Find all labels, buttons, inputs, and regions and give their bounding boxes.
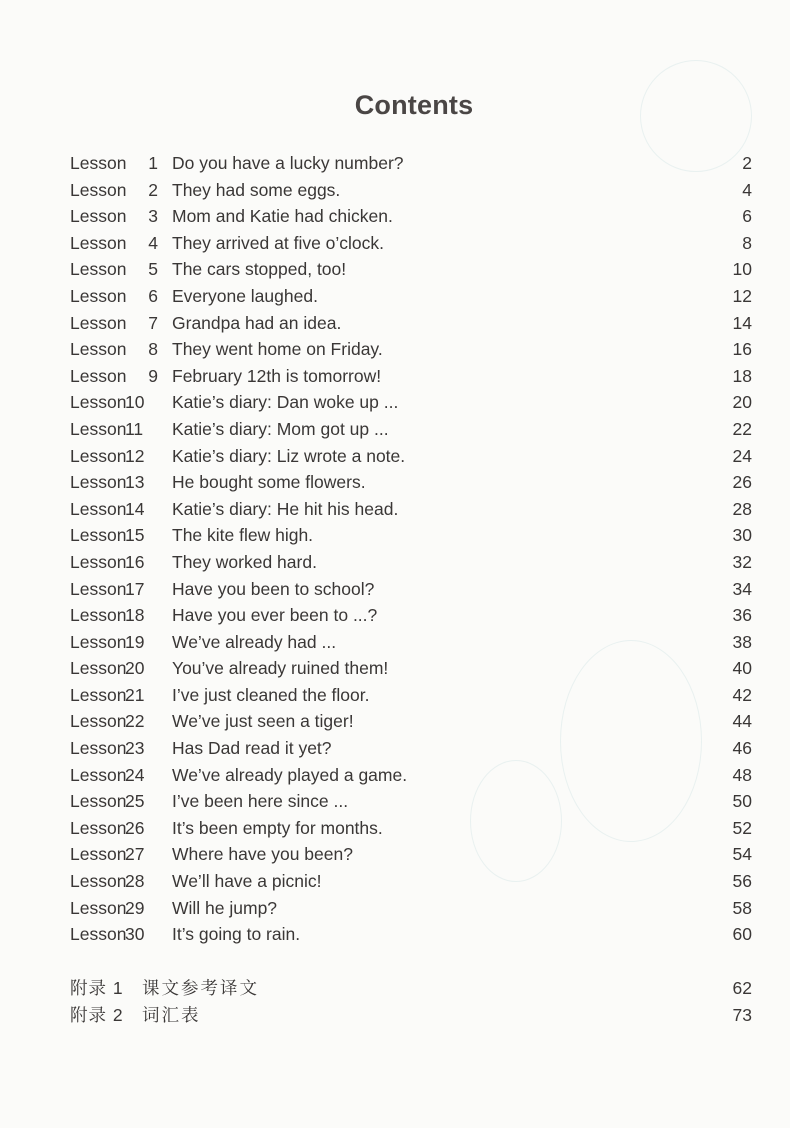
page-number: 32 [732, 551, 752, 572]
lesson-number: 6 [148, 285, 158, 306]
lesson-title: We’ve already played a game. [172, 764, 408, 785]
lesson-number: 21 [125, 684, 145, 705]
lesson-row[interactable] [70, 177, 752, 204]
lesson-number: 14 [125, 498, 145, 519]
lesson-label: Lesson [70, 365, 127, 386]
page-number: 44 [732, 711, 752, 732]
lesson-number: 16 [125, 551, 145, 572]
lesson-title: The kite flew high. [172, 525, 314, 546]
lesson-label: Lesson [70, 844, 127, 865]
lesson-number: 27 [125, 844, 145, 865]
page-number: 48 [732, 764, 752, 785]
page-number: 20 [732, 392, 752, 413]
lesson-label: Lesson [70, 445, 127, 466]
lesson-title: Have you been to school? [172, 578, 375, 599]
lesson-title: Katie’s diary: Liz wrote a note. [172, 445, 406, 466]
lesson-number: 17 [125, 578, 145, 599]
page-number: 18 [732, 365, 752, 386]
lesson-number: 28 [125, 871, 145, 892]
page-number: 50 [732, 791, 752, 812]
lesson-number: 1 [148, 153, 158, 173]
lesson-number: 8 [148, 339, 158, 360]
lesson-title: Mom and Katie had chicken. [172, 206, 393, 227]
lesson-number: 4 [148, 232, 158, 253]
lesson-list [70, 150, 752, 948]
lesson-number: 20 [125, 658, 145, 679]
lesson-number: 26 [125, 817, 145, 838]
page-number: 30 [732, 525, 752, 546]
page-number: 40 [732, 658, 752, 679]
page-number: 38 [732, 631, 752, 652]
lesson-title: I’ve just cleaned the floor. [172, 684, 370, 705]
lesson-number: 2 [148, 179, 158, 200]
lesson-label: Lesson [70, 418, 127, 439]
lesson-row[interactable] [70, 815, 752, 842]
lesson-label: Lesson [70, 658, 127, 679]
lesson-row[interactable] [70, 655, 752, 682]
page-number: 16 [732, 339, 752, 360]
appendix-label: 附录 2 [70, 1005, 124, 1025]
page-number: 8 [742, 232, 752, 253]
lesson-title: I’ve been here since ... [172, 791, 349, 812]
lesson-row[interactable] [70, 389, 752, 416]
lesson-number: 7 [148, 312, 158, 333]
lesson-number: 18 [125, 605, 145, 626]
lesson-row[interactable] [70, 868, 752, 895]
lesson-title: Grandpa had an idea. [172, 312, 342, 333]
page-number: 54 [732, 844, 752, 865]
lesson-title: He bought some flowers. [172, 472, 366, 493]
lesson-title: Katie’s diary: Mom got up ... [172, 418, 389, 439]
lesson-label: Lesson [70, 259, 127, 280]
appendix-label: 附录 1 [70, 978, 124, 998]
lesson-title: We’ve just seen a tiger! [172, 711, 354, 732]
lesson-title: They worked hard. [172, 551, 317, 572]
lesson-title: We’ll have a picnic! [172, 871, 322, 892]
lesson-number: 24 [125, 764, 145, 785]
lesson-title: You’ve already ruined them! [172, 658, 389, 679]
page-number: 58 [732, 897, 752, 918]
lesson-row[interactable] [70, 336, 752, 363]
page-number: 73 [732, 1005, 752, 1025]
lesson-number: 12 [125, 445, 145, 466]
lesson-row[interactable] [70, 469, 752, 496]
lesson-row[interactable] [70, 256, 752, 283]
page-number: 36 [732, 605, 752, 626]
lesson-number: 13 [125, 472, 145, 493]
lesson-number: 19 [125, 631, 145, 652]
lesson-row[interactable] [70, 230, 752, 257]
lesson-number: 30 [125, 924, 145, 945]
lesson-row[interactable] [70, 496, 752, 523]
lesson-row[interactable] [70, 363, 752, 390]
lesson-title: Will he jump? [172, 897, 278, 918]
lesson-title: Katie’s diary: Dan woke up ... [172, 392, 399, 413]
lesson-row[interactable] [70, 576, 752, 603]
appendix-row[interactable] [70, 975, 752, 1002]
appendix-title: 词汇表 [142, 1005, 201, 1025]
lesson-number: 29 [125, 897, 145, 918]
lesson-label: Lesson [70, 525, 127, 546]
page-number: 10 [732, 259, 752, 280]
page-number: 6 [742, 206, 752, 227]
appendix-list [70, 975, 752, 1029]
lesson-number: 23 [125, 738, 145, 759]
lesson-row[interactable] [70, 283, 752, 310]
lesson-label: Lesson [70, 631, 127, 652]
lesson-number: 3 [148, 206, 158, 227]
page-number: 56 [732, 871, 752, 892]
lesson-title: It’s been empty for months. [172, 817, 383, 838]
lesson-number: 25 [125, 791, 145, 812]
lesson-row[interactable] [70, 735, 752, 762]
lesson-title: They arrived at five o’clock. [172, 232, 385, 253]
lesson-title: The cars stopped, too! [172, 259, 347, 280]
page-number: 34 [732, 578, 752, 599]
lesson-label: Lesson [70, 498, 127, 519]
lesson-label: Lesson [70, 312, 127, 333]
page-number: 12 [732, 285, 752, 306]
page-number: 14 [732, 312, 752, 333]
lesson-title: February 12th is tomorrow! [172, 365, 382, 386]
lesson-row[interactable] [70, 310, 752, 337]
lesson-row[interactable] [70, 150, 752, 177]
lesson-row[interactable] [70, 682, 752, 709]
lesson-label: Lesson [70, 392, 127, 413]
lesson-label: Lesson [70, 791, 127, 812]
page-number: 62 [732, 978, 752, 998]
lesson-row[interactable] [70, 549, 752, 576]
lesson-title: They had some eggs. [172, 179, 341, 200]
page-number: 24 [732, 445, 752, 466]
lesson-number: 11 [125, 418, 144, 439]
lesson-title: Has Dad read it yet? [172, 738, 332, 759]
lesson-label: Lesson [70, 472, 127, 493]
lesson-row[interactable] [70, 443, 752, 470]
lesson-number: 10 [125, 392, 145, 413]
page-title: Contents [354, 90, 474, 120]
lesson-title: Katie’s diary: He hit his head. [172, 498, 399, 519]
lesson-number: 22 [125, 711, 145, 732]
appendix-row[interactable] [70, 1002, 752, 1029]
lesson-label: Lesson [70, 711, 127, 732]
lesson-title: Where have you been? [172, 844, 353, 865]
lesson-label: Lesson [70, 924, 127, 945]
lesson-label: Lesson [70, 738, 127, 759]
lesson-label: Lesson [70, 285, 127, 306]
lesson-row[interactable] [70, 895, 752, 922]
lesson-label: Lesson [70, 684, 127, 705]
lesson-label: Lesson [70, 605, 127, 626]
lesson-label: Lesson [70, 232, 127, 253]
lesson-title: It’s going to rain. [172, 924, 301, 945]
page-number: 52 [732, 817, 752, 838]
page-number: 22 [732, 418, 752, 439]
lesson-row[interactable] [70, 788, 752, 815]
page-number: 60 [732, 924, 752, 945]
page-number: 4 [742, 179, 752, 200]
lesson-label: Lesson [70, 179, 127, 200]
lesson-label: Lesson [70, 764, 127, 785]
lesson-title: We’ve already had ... [172, 631, 337, 652]
lesson-row[interactable] [70, 841, 752, 868]
lesson-title: Do you have a lucky number? [172, 153, 404, 173]
lesson-label: Lesson [70, 817, 127, 838]
lesson-label: Lesson [70, 153, 127, 173]
page-number: 28 [732, 498, 752, 519]
page-number: 26 [732, 472, 752, 493]
page-number: 2 [742, 153, 752, 173]
lesson-row[interactable] [70, 708, 752, 735]
lesson-label: Lesson [70, 339, 127, 360]
lesson-row[interactable] [70, 203, 752, 230]
page-number: 46 [732, 738, 752, 759]
lesson-label: Lesson [70, 578, 127, 599]
lesson-row[interactable] [70, 629, 752, 656]
page-number: 42 [732, 684, 752, 705]
lesson-number: 5 [148, 259, 158, 280]
lesson-label: Lesson [70, 871, 127, 892]
lesson-label: Lesson [70, 206, 127, 227]
lesson-title: Have you ever been to ...? [172, 605, 378, 626]
appendix-title: 课文参考译文 [142, 978, 259, 998]
lesson-row[interactable] [70, 522, 752, 549]
lesson-number: 15 [125, 525, 145, 546]
lesson-label: Lesson [70, 897, 127, 918]
lesson-row[interactable] [70, 602, 752, 629]
lesson-label: Lesson [70, 551, 127, 572]
lesson-title: Everyone laughed. [172, 285, 318, 306]
lesson-row[interactable] [70, 921, 752, 948]
lesson-row[interactable] [70, 762, 752, 789]
lesson-title: They went home on Friday. [172, 339, 383, 360]
lesson-number: 9 [148, 365, 158, 386]
lesson-row[interactable] [70, 416, 752, 443]
